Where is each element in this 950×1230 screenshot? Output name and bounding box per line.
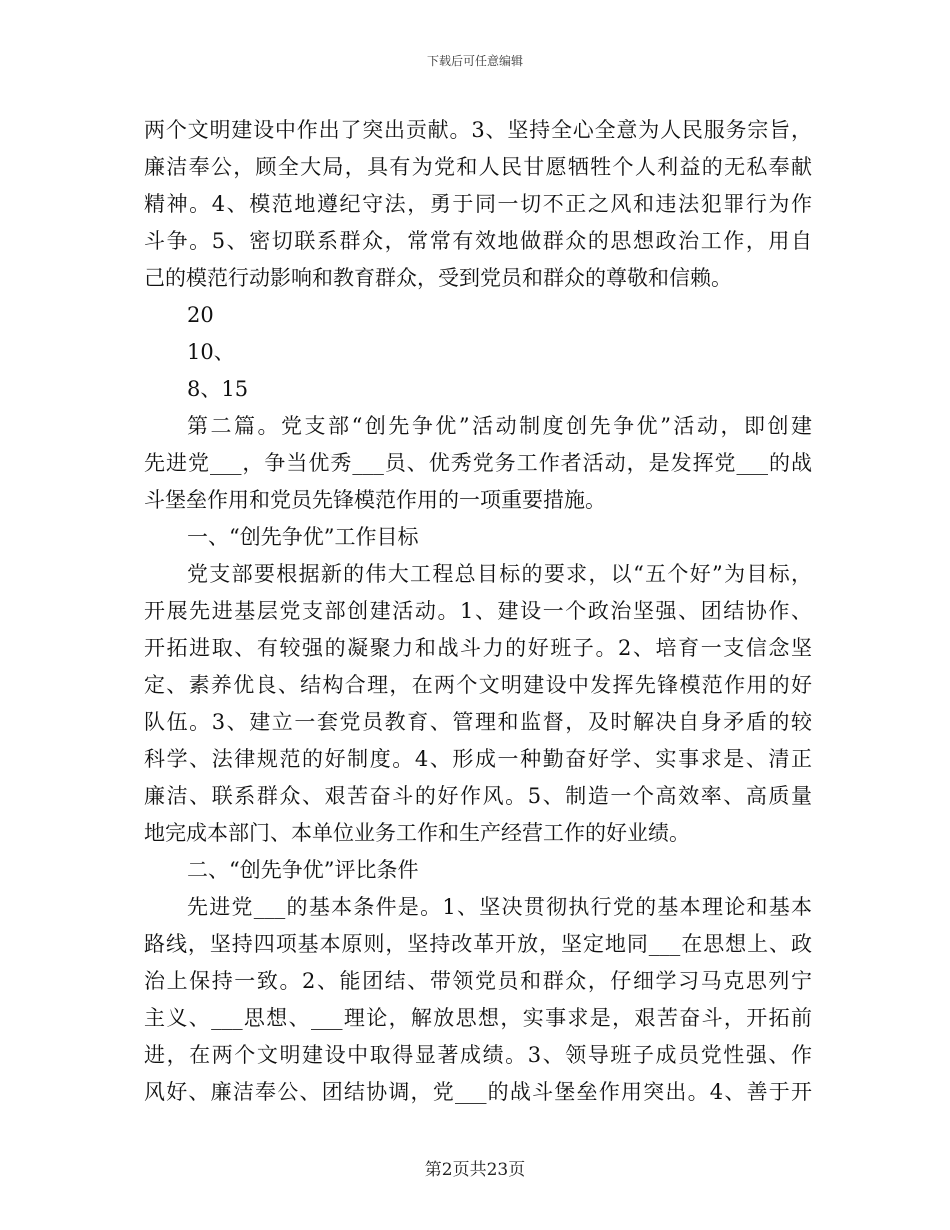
body-line: 己的模范行动影响和教育群众，受到党员和群众的尊敬和信赖。 bbox=[144, 266, 732, 290]
body-line: 进，在两个文明建设中取得显著成绩。3、领导班子成员党性强、作 bbox=[144, 1043, 812, 1067]
body-line: 斗争。5、密切联系群众，常常有效地做群众的思想政治工作，用自 bbox=[144, 229, 812, 253]
body-line-number: 10、 bbox=[187, 340, 235, 364]
body-line: 治上保持一致。2、能团结、带领党员和群众，仔细学习马克思列宁 bbox=[144, 969, 812, 993]
body-line: 风好、廉洁奉公、团结协调，党___的战斗堡垒作用突出。4、善于开 bbox=[144, 1080, 812, 1104]
body-line: 开展先进基层党支部创建活动。1、建设一个政治坚强、团结协作、 bbox=[144, 599, 812, 623]
body-line: 精神。4、模范地遵纪守法，勇于同一切不正之风和违法犯罪行为作 bbox=[144, 192, 812, 216]
body-line: 队伍。3、建立一套党员教育、管理和监督，及时解决自身矛盾的较 bbox=[144, 710, 812, 734]
section-heading-goals: 一、“创先争优”工作目标 bbox=[187, 525, 419, 549]
section-heading-criteria: 二、“创先争优”评比条件 bbox=[187, 858, 419, 882]
body-line: 廉洁、联系群众、艰苦奋斗的好作风。5、制造一个高效率、高质量 bbox=[144, 784, 812, 808]
body-line: 路线，坚持四项基本原则，坚持改革开放，坚定地同___在思想上、政 bbox=[144, 932, 812, 956]
page-number: 第2页共23页 bbox=[424, 1160, 526, 1180]
body-line: 开拓进取、有较强的凝聚力和战斗力的好班子。2、培育一支信念坚 bbox=[144, 636, 812, 660]
body-line: 廉洁奉公，顾全大局，具有为党和人民甘愿牺牲个人利益的无私奉献 bbox=[144, 155, 812, 179]
body-line: 两个文明建设中作出了突出贡献。3、坚持全心全意为人民服务宗旨， bbox=[144, 118, 812, 142]
body-line-number: 20 bbox=[187, 303, 214, 327]
page-header-note: 下载后可任意编辑 bbox=[426, 54, 523, 68]
body-line: 先进党___的基本条件是。1、坚决贯彻执行党的基本理论和基本 bbox=[187, 895, 812, 919]
body-line: 地完成本部门、本单位业务工作和生产经营工作的好业绩。 bbox=[144, 821, 690, 845]
body-line: 斗堡垒作用和党员先锋模范作用的一项重要措施。 bbox=[144, 488, 606, 512]
body-line: 党支部要根据新的伟大工程总目标的要求，以“五个好”为目标， bbox=[187, 562, 812, 586]
section-intro-line: 第二篇。党支部“创先争优”活动制度创先争优”活动，即创建 bbox=[187, 414, 812, 438]
body-line: 定、素养优良、结构合理，在两个文明建设中发挥先锋模范作用的好 bbox=[144, 673, 812, 697]
body-line: 主义、___思想、___理论，解放思想，实事求是，艰苦奋斗，开拓前 bbox=[144, 1006, 812, 1030]
body-line: 先进党___，争当优秀___员、优秀党务工作者活动，是发挥党___的战 bbox=[144, 451, 812, 475]
body-line: 科学、法律规范的好制度。4、形成一种勤奋好学、实事求是、清正 bbox=[144, 747, 812, 771]
body-line-number: 8、15 bbox=[187, 377, 249, 401]
document-body bbox=[144, 112, 812, 1111]
